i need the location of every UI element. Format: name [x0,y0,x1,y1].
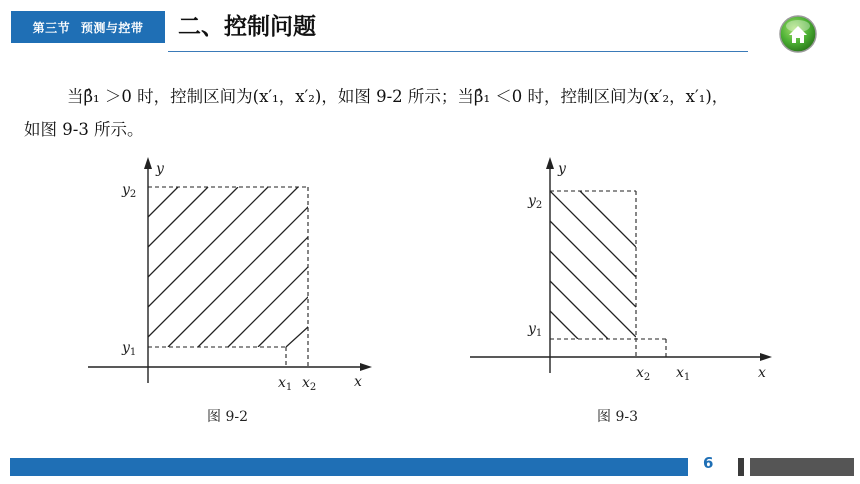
footer-dark-block [750,458,854,476]
figure-9-2-caption: 图 9-2 [207,409,248,425]
x2-label: $x_2$ [302,375,317,393]
home-icon [778,14,818,54]
x-axis-label: x [758,365,766,381]
figure-9-2-diagram [80,155,380,400]
hatched-region [148,187,380,347]
y1-label: $y_1$ [122,340,137,358]
footer-divider [738,458,744,476]
y-axis-label: y [558,161,566,177]
x1-label: $x_1$ [676,365,691,383]
footer-bar [10,458,688,476]
home-button[interactable] [778,14,818,54]
y-axis-label: y [156,161,164,177]
figure-9-2 [80,155,380,400]
figure-9-3 [464,155,784,390]
figure-9-3-diagram [464,155,784,390]
y2-label: $y_2$ [122,182,137,200]
y2-label: $y_2$ [528,193,543,211]
paragraph-line-1: 当β̂₁ ＞0 时，控制区间为(x′₁，x′₂)，如图 9-2 所示；当β̂₁ ＜0 时，控制区间为(x′₂，x′₁)， [67,87,729,106]
explanation-paragraph [24,80,844,146]
hatched-region [550,191,636,339]
section-badge [11,11,165,43]
x-axis-label: x [354,374,362,390]
paragraph-line-2: 如图 9-3 所示。 [24,120,144,139]
x1-label: $x_1$ [278,375,293,393]
page-number: 6 [703,454,714,472]
y1-label: $y_1$ [528,321,543,339]
title-divider [168,51,748,52]
figure-9-3-caption: 图 9-3 [597,409,638,425]
slide-title: 二、控制问题 [178,14,316,40]
section-label: 第三节 预测与控带 [32,20,144,35]
x2-label: $x_2$ [636,365,651,383]
